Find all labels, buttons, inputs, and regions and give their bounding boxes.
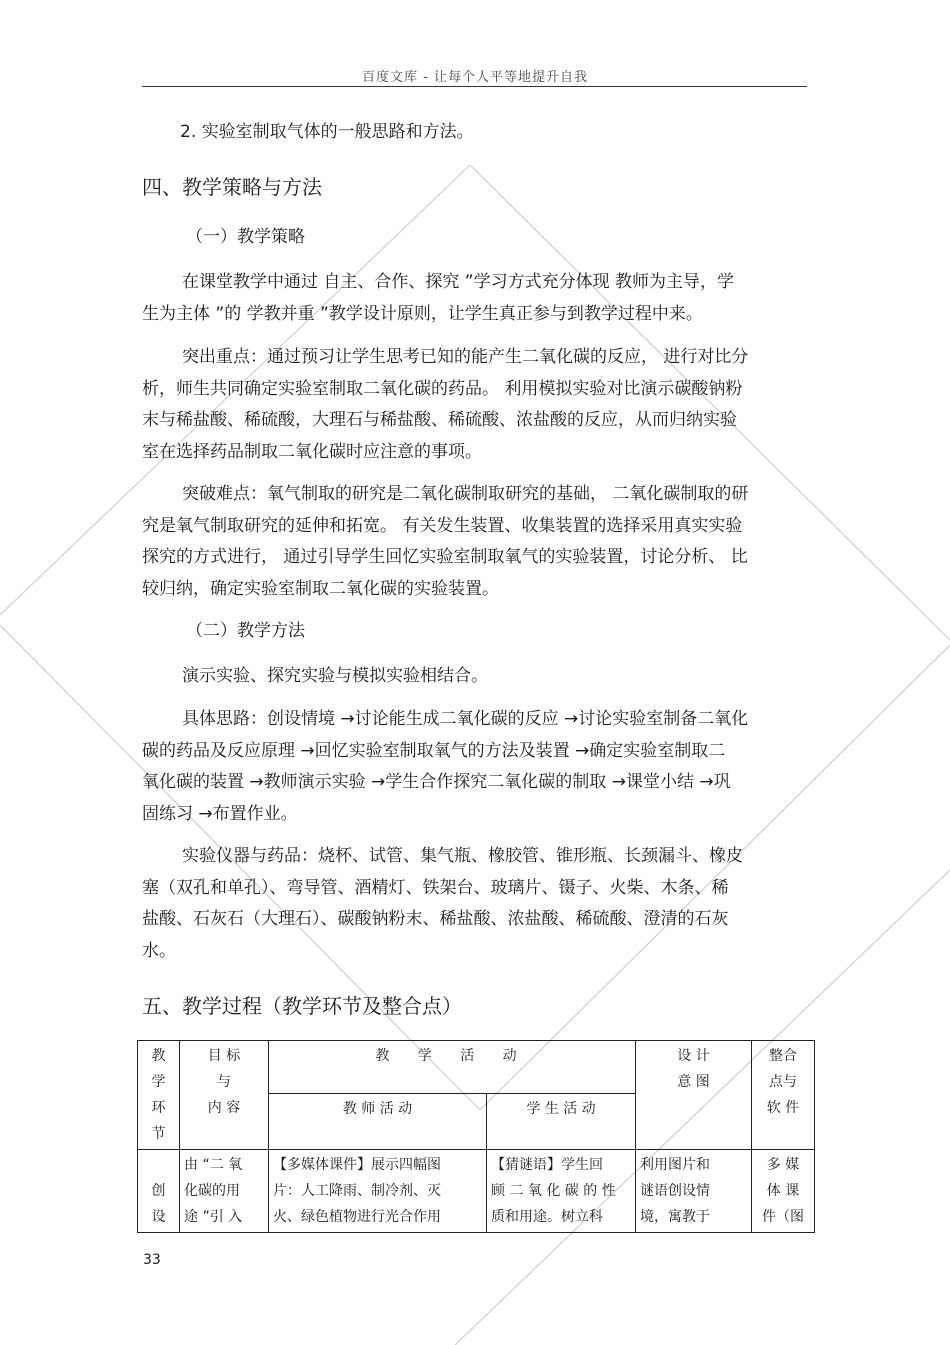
table-header-row [138, 1041, 815, 1094]
cell-stage: 创 设 [138, 1150, 180, 1233]
paragraph-line: 在课堂教学中通过 自主、合作、探究 ”学习方式充分体现 教师为主导，学 [182, 272, 735, 292]
paragraph-line: 析，师生共同确定实验室制取二氧化碳的药品。 利用模拟实验对比演示碳酸钠粉 [142, 378, 743, 399]
paragraph-strategy-intro [142, 267, 808, 330]
paragraph-line: 室在选择药品制取二氧化碳时应注意的事项。 [142, 441, 482, 462]
paragraph-line: 突出重点：通过预习让学生思考已知的能产生二氧化碳的反应， 进行对比分 [182, 347, 749, 367]
cell-integration: 多 媒 体 课 件（图 [752, 1150, 815, 1233]
section-heading-5: 五、教学过程（教学环节及整合点） [142, 994, 462, 1018]
header-student: 学 生 活 动 [487, 1094, 636, 1150]
cell-teacher: 【多媒体课件】展示四幅图 片：人工降雨、制冷剂、灭 火、绿色植物进行光合作用 [269, 1150, 487, 1233]
paragraph-line: 较归纳，确定实验室制取二氧化碳的实验装置。 [142, 578, 499, 599]
header-rule [142, 86, 807, 87]
header-goal: 目 标 与 内 容 [180, 1041, 269, 1150]
table-row [138, 1150, 815, 1233]
paragraph-line: 氧化碳的装置 →教师演示实验 →学生合作探究二氧化碳的制取 →课堂小结 →巩 [142, 772, 731, 792]
paragraph-line: 末与稀盐酸、稀硫酸，大理石与稀盐酸、稀硫酸、浓盐酸的反应，从而归纳实验 [142, 410, 737, 430]
header-intent: 设 计 意 图 [636, 1041, 752, 1150]
paragraph-equipment [142, 841, 808, 967]
paragraph-line: 实验仪器与药品：烧杯、试管、集气瓶、橡胶管、锥形瓶、长颈漏斗、橡皮 [182, 846, 743, 866]
paragraph-line: 探究的方式进行， 通过引导学生回忆实验室制取氧气的实验装置，讨论分析、 比 [142, 547, 748, 567]
header-teacher: 教 师 活 动 [269, 1094, 487, 1150]
header-stage: 教 学 环 节 [138, 1041, 180, 1150]
running-header: 百度文库 - 让每个人平等地提升自我 [362, 70, 588, 85]
cell-intent: 利用图片和 谜语创设情 境，寓教于 [636, 1150, 752, 1233]
paragraph-line: 究是氧气制取研究的延伸和拓宽。 有关发生装置、收集装置的选择采用真实实验 [142, 515, 743, 536]
list-item-2: 2. 实验室制取气体的一般思路和方法。 [180, 122, 474, 142]
header-activity: 教 学 活 动 [269, 1041, 636, 1094]
paragraph-line: 固练习 →布置作业。 [142, 803, 298, 824]
header-integration: 整合 点与 软 件 [752, 1041, 815, 1150]
paragraph-key-points [142, 342, 808, 468]
cell-goal: 由 “二 氧 化碳的用 途 ”引 入 [180, 1150, 269, 1233]
page-number: 33 [143, 1252, 161, 1268]
teaching-process-table [137, 1040, 815, 1233]
subheading-methods: （二）教学方法 [186, 621, 305, 641]
paragraph-methods: 演示实验、探究实验与模拟实验相结合。 [182, 666, 488, 686]
paragraph-line: 生为主体 ”的 学教并重 ”教学设计原则，让学生真正参与到教学过程中来。 [142, 303, 703, 324]
paragraph-line: 塞（双孔和单孔）、弯导管、酒精灯、铁架台、玻璃片、镊子、火柴、木条、稀 [142, 877, 729, 898]
cell-student: 【猜谜语】学生回 顾 二 氧 化 碳 的 性 质和用途。树立科 [487, 1150, 636, 1233]
paragraph-line: 具体思路：创设情境 →讨论能生成二氧化碳的反应 →讨论实验室制备二氧化 [182, 709, 749, 729]
paragraph-line: 盐酸、石灰石（大理石）、碳酸钠粉末、稀盐酸、浓盐酸、稀硫酸、澄清的石灰 [142, 909, 729, 929]
paragraph-line: 突破难点：氧气制取的研究是二氧化碳制取研究的基础， 二氧化碳制取的研 [182, 484, 749, 504]
paragraph-line: 碳的药品及反应原理 →回忆实验室制取氧气的方法及装置 →确定实验室制取二 [142, 740, 726, 761]
subheading-strategy: （一）教学策略 [186, 227, 305, 247]
paragraph-approach [142, 704, 808, 830]
paragraph-difficulties [142, 479, 808, 605]
section-heading-4: 四、教学策略与方法 [142, 175, 322, 199]
paragraph-line: 水。 [142, 940, 176, 961]
